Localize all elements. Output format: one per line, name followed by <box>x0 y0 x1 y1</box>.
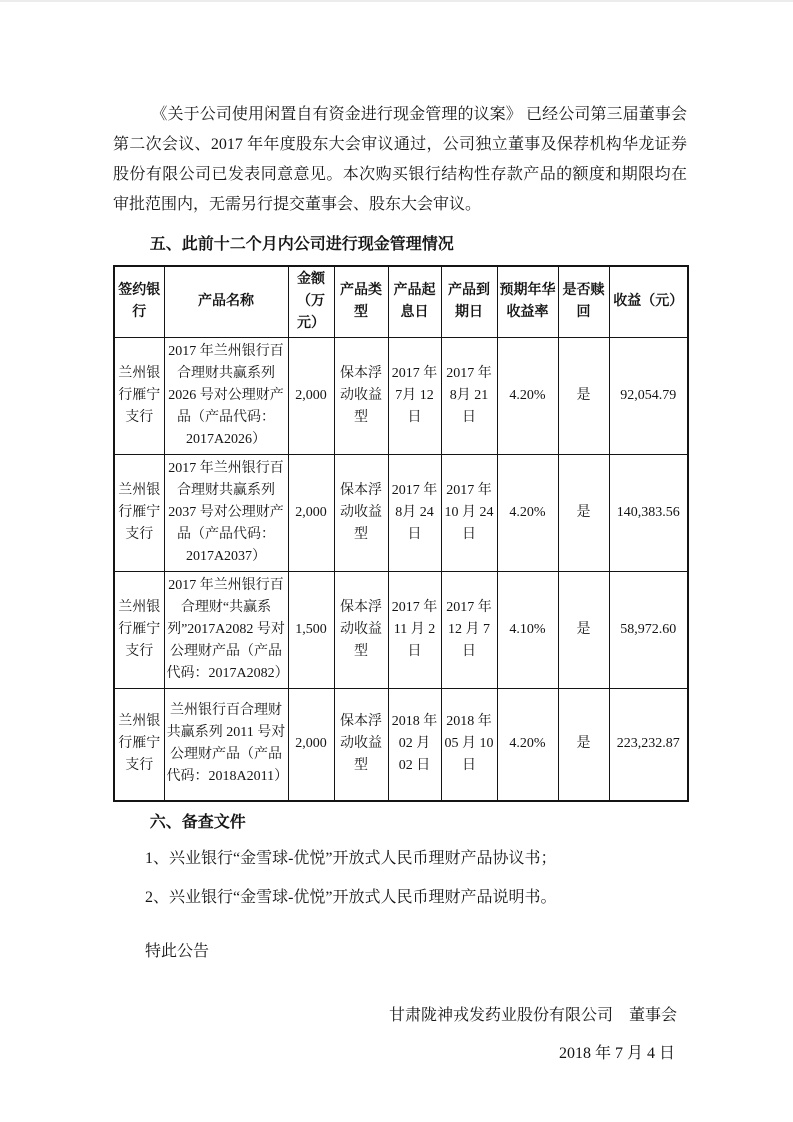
table-cell-expected-annual-yield: 4.20% <box>497 689 558 801</box>
table-header-cell: 预期年华收益率 <box>497 266 558 338</box>
table-cell-product-type: 保本浮动收益型 <box>334 455 388 572</box>
table-cell-bank: 兰州银行雁宁支行 <box>114 338 164 455</box>
table-header-cell: 签约银行 <box>114 266 164 338</box>
table-cell-expected-annual-yield: 4.10% <box>497 572 558 689</box>
section-six-heading: 六、备查文件 <box>149 813 246 831</box>
table-cell-expected-annual-yield: 4.20% <box>497 338 558 455</box>
table-cell-bank: 兰州银行雁宁支行 <box>114 689 164 801</box>
signature-line: 甘肃陇神戎发药业股份有限公司 董事会 <box>388 1006 677 1024</box>
intro-paragraph: 《关于公司使用闲置自有资金进行现金管理的议案》 已经公司第三届董事会第二次会议、2017 年年度股东大会审议通过，公司独立董事及保荐机构华龙证券股份有限公司已发表同意意见。本次购买银行结构性存款产品的额度和期限均在审批范围内，无需另行提交董事会、股东大会审议。 <box>113 106 687 213</box>
signature-date: 2018 年 7 月 4 日 <box>558 1044 675 1062</box>
table-cell-amount-wan-yuan: 1,500 <box>288 572 334 689</box>
table-row <box>114 689 688 801</box>
table-header-cell: 是否赎回 <box>558 266 609 338</box>
table-cell-expected-annual-yield: 4.20% <box>497 455 558 572</box>
table-cell-income-yuan: 140,383.56 <box>609 455 688 572</box>
table-cell-redeemed: 是 <box>558 338 609 455</box>
table-cell-product-name: 兰州银行百合理财共赢系列 2011 号对公理财产品（产品代码：2018A2011） <box>164 689 288 801</box>
closing-announcement: 特此公告 <box>145 942 210 960</box>
table-cell-product-type: 保本浮动收益型 <box>334 689 388 801</box>
table-row <box>114 455 688 572</box>
table-cell-redeemed: 是 <box>558 689 609 801</box>
reference-doc-item-1: 1、兴业银行“金雪球-优悦”开放式人民币理财产品协议书； <box>145 849 557 867</box>
table-cell-product-type: 保本浮动收益型 <box>334 338 388 455</box>
document-content <box>113 2 687 1069</box>
table-cell-product-name: 2017 年兰州银行百合理财共赢系列 2026 号对公理财产品（产品代码：2017A2026） <box>164 338 288 455</box>
table-cell-amount-wan-yuan: 2,000 <box>288 689 334 801</box>
table-cell-product-name: 2017 年兰州银行百合理财“共赢系列”2017A2082 号对公理财产品（产品代码：2017A2082） <box>164 572 288 689</box>
table-header-cell: 收益（元） <box>609 266 688 338</box>
section-five-heading: 五、此前十二个月内公司进行现金管理情况 <box>149 236 454 253</box>
table-cell-income-yuan: 58,972.60 <box>609 572 688 689</box>
table-header-cell: 产品名称 <box>164 266 288 338</box>
reference-doc-item-2: 2、兴业银行“金雪球-优悦”开放式人民币理财产品说明书。 <box>145 888 557 906</box>
table-row <box>114 572 688 689</box>
table-cell-maturity-date: 2017 年 12 月 7 日 <box>441 572 497 689</box>
table-header-row <box>114 266 688 338</box>
table-cell-income-yuan: 223,232.87 <box>609 689 688 801</box>
table-cell-value-date: 2017 年7月 12 日 <box>388 338 441 455</box>
table-cell-redeemed: 是 <box>558 572 609 689</box>
table-row <box>114 266 688 338</box>
table-cell-product-type: 保本浮动收益型 <box>334 572 388 689</box>
table-cell-income-yuan: 92,054.79 <box>609 338 688 455</box>
table-body <box>114 338 688 801</box>
table-cell-maturity-date: 2017 年 10 月 24 日 <box>441 455 497 572</box>
table-cell-redeemed: 是 <box>558 455 609 572</box>
table-cell-amount-wan-yuan: 2,000 <box>288 455 334 572</box>
table-cell-maturity-date: 2018 年 05 月 10 日 <box>441 689 497 801</box>
table-header-cell: 产品类型 <box>334 266 388 338</box>
table-header-cell: 产品起息日 <box>388 266 441 338</box>
table-cell-value-date: 2017 年8月 24 日 <box>388 455 441 572</box>
cash-mgmt-table <box>113 265 689 802</box>
table-cell-amount-wan-yuan: 2,000 <box>288 338 334 455</box>
table-cell-bank: 兰州银行雁宁支行 <box>114 572 164 689</box>
table-cell-value-date: 2017 年 11 月 2 日 <box>388 572 441 689</box>
table-cell-maturity-date: 2017 年8月 21 日 <box>441 338 497 455</box>
table-header-cell: 产品到期日 <box>441 266 497 338</box>
table-cell-product-name: 2017 年兰州银行百合理财共赢系列 2037 号对公理财产品（产品代码：2017A2037） <box>164 455 288 572</box>
table-header-cell: 金额（万元） <box>288 266 334 338</box>
table-cell-bank: 兰州银行雁宁支行 <box>114 455 164 572</box>
table-cell-value-date: 2018 年 02 月 02 日 <box>388 689 441 801</box>
table-row <box>114 338 688 455</box>
